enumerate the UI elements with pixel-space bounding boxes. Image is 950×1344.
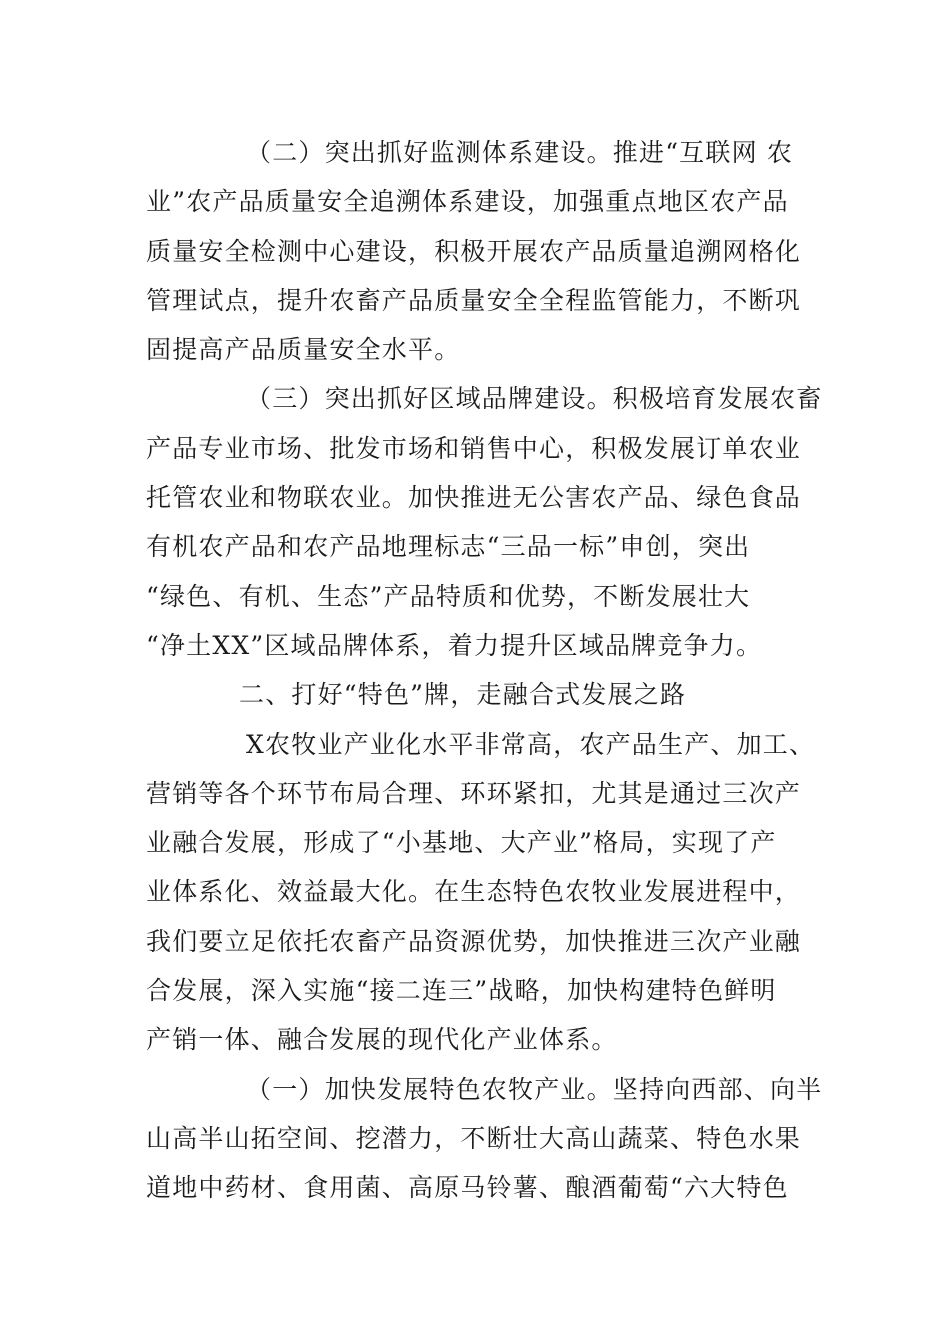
paragraph-2-2-line-4: 管理试点，提升农畜产品质量安全全程监管能力，不断巩 (146, 285, 802, 315)
paragraph-intro-line-2: 营销等各个环节布局合理、环环紧扣，尤其是通过三次产 (146, 778, 802, 808)
paragraph-2-2-line-3: 质量安全检测中心建设，积极开展农产品质量追溯网格化 (146, 236, 802, 266)
paragraph-2-2-line-1: （二）突出抓好监测体系建设。推进“互联网 农 (246, 138, 794, 167)
paragraph-1-line-2: 山高半山拓空间、挖潜力，不断壮大高山蔬菜、特色水果 (146, 1123, 802, 1153)
paragraph-2-3-line-3: 托管农业和物联农业。加快推进无公害农产品、绿色食品 (146, 483, 802, 513)
paragraph-intro-line-4: 业体系化、效益最大化。在生态特色农牧业发展进程中， (146, 877, 802, 907)
paragraph-intro-line-3: 业融合发展，形成了“小基地、大产业”格局，实现了产 (146, 828, 777, 858)
paragraph-intro-line-6: 合发展，深入实施“接二连三”战略，加快构建特色鲜明 (146, 976, 777, 1006)
paragraph-2-3-line-1: （三）突出抓好区域品牌建设。积极培育发展农畜 (246, 384, 823, 414)
paragraph-2-2-line-5: 固提高产品质量安全水平。 (146, 335, 461, 365)
paragraph-2-3-line-2: 产品专业市场、批发市场和销售中心，积极发展订单农业 (146, 433, 802, 463)
paragraph-1-line-3: 道地中药材、食用菌、高原马铃薯、酿酒葡萄“六大特色 (146, 1173, 789, 1203)
document-body (146, 128, 823, 1213)
section-heading-2: 二、打好“特色”牌，走融合式发展之路 (239, 680, 687, 710)
paragraph-intro-line-5: 我们要立足依托农畜产品资源优势，加快推进三次产业融 (146, 926, 802, 956)
paragraph-2-3-line-6: “净土XX”区域品牌体系，着力提升区域品牌竞争力。 (146, 630, 763, 660)
paragraph-2-3-line-4: 有机农产品和农产品地理标志“三品一标”申创，突出 (146, 532, 751, 562)
paragraph-2-2-line-2: 业”农产品质量安全追溯体系建设，加强重点地区农产品 (146, 187, 789, 217)
paragraph-intro-line-7: 产销一体、融合发展的现代化产业体系。 (146, 1025, 618, 1055)
paragraph-2-3-line-5: “绿色、有机、生态”产品特质和优势，不断发展壮大 (146, 581, 751, 611)
paragraph-1-line-1: （一）加快发展特色农牧产业。坚持向西部、向半 (246, 1074, 823, 1104)
paragraph-intro-line-1: X农牧业产业化水平非常高，农产品生产、加工、 (246, 729, 816, 759)
